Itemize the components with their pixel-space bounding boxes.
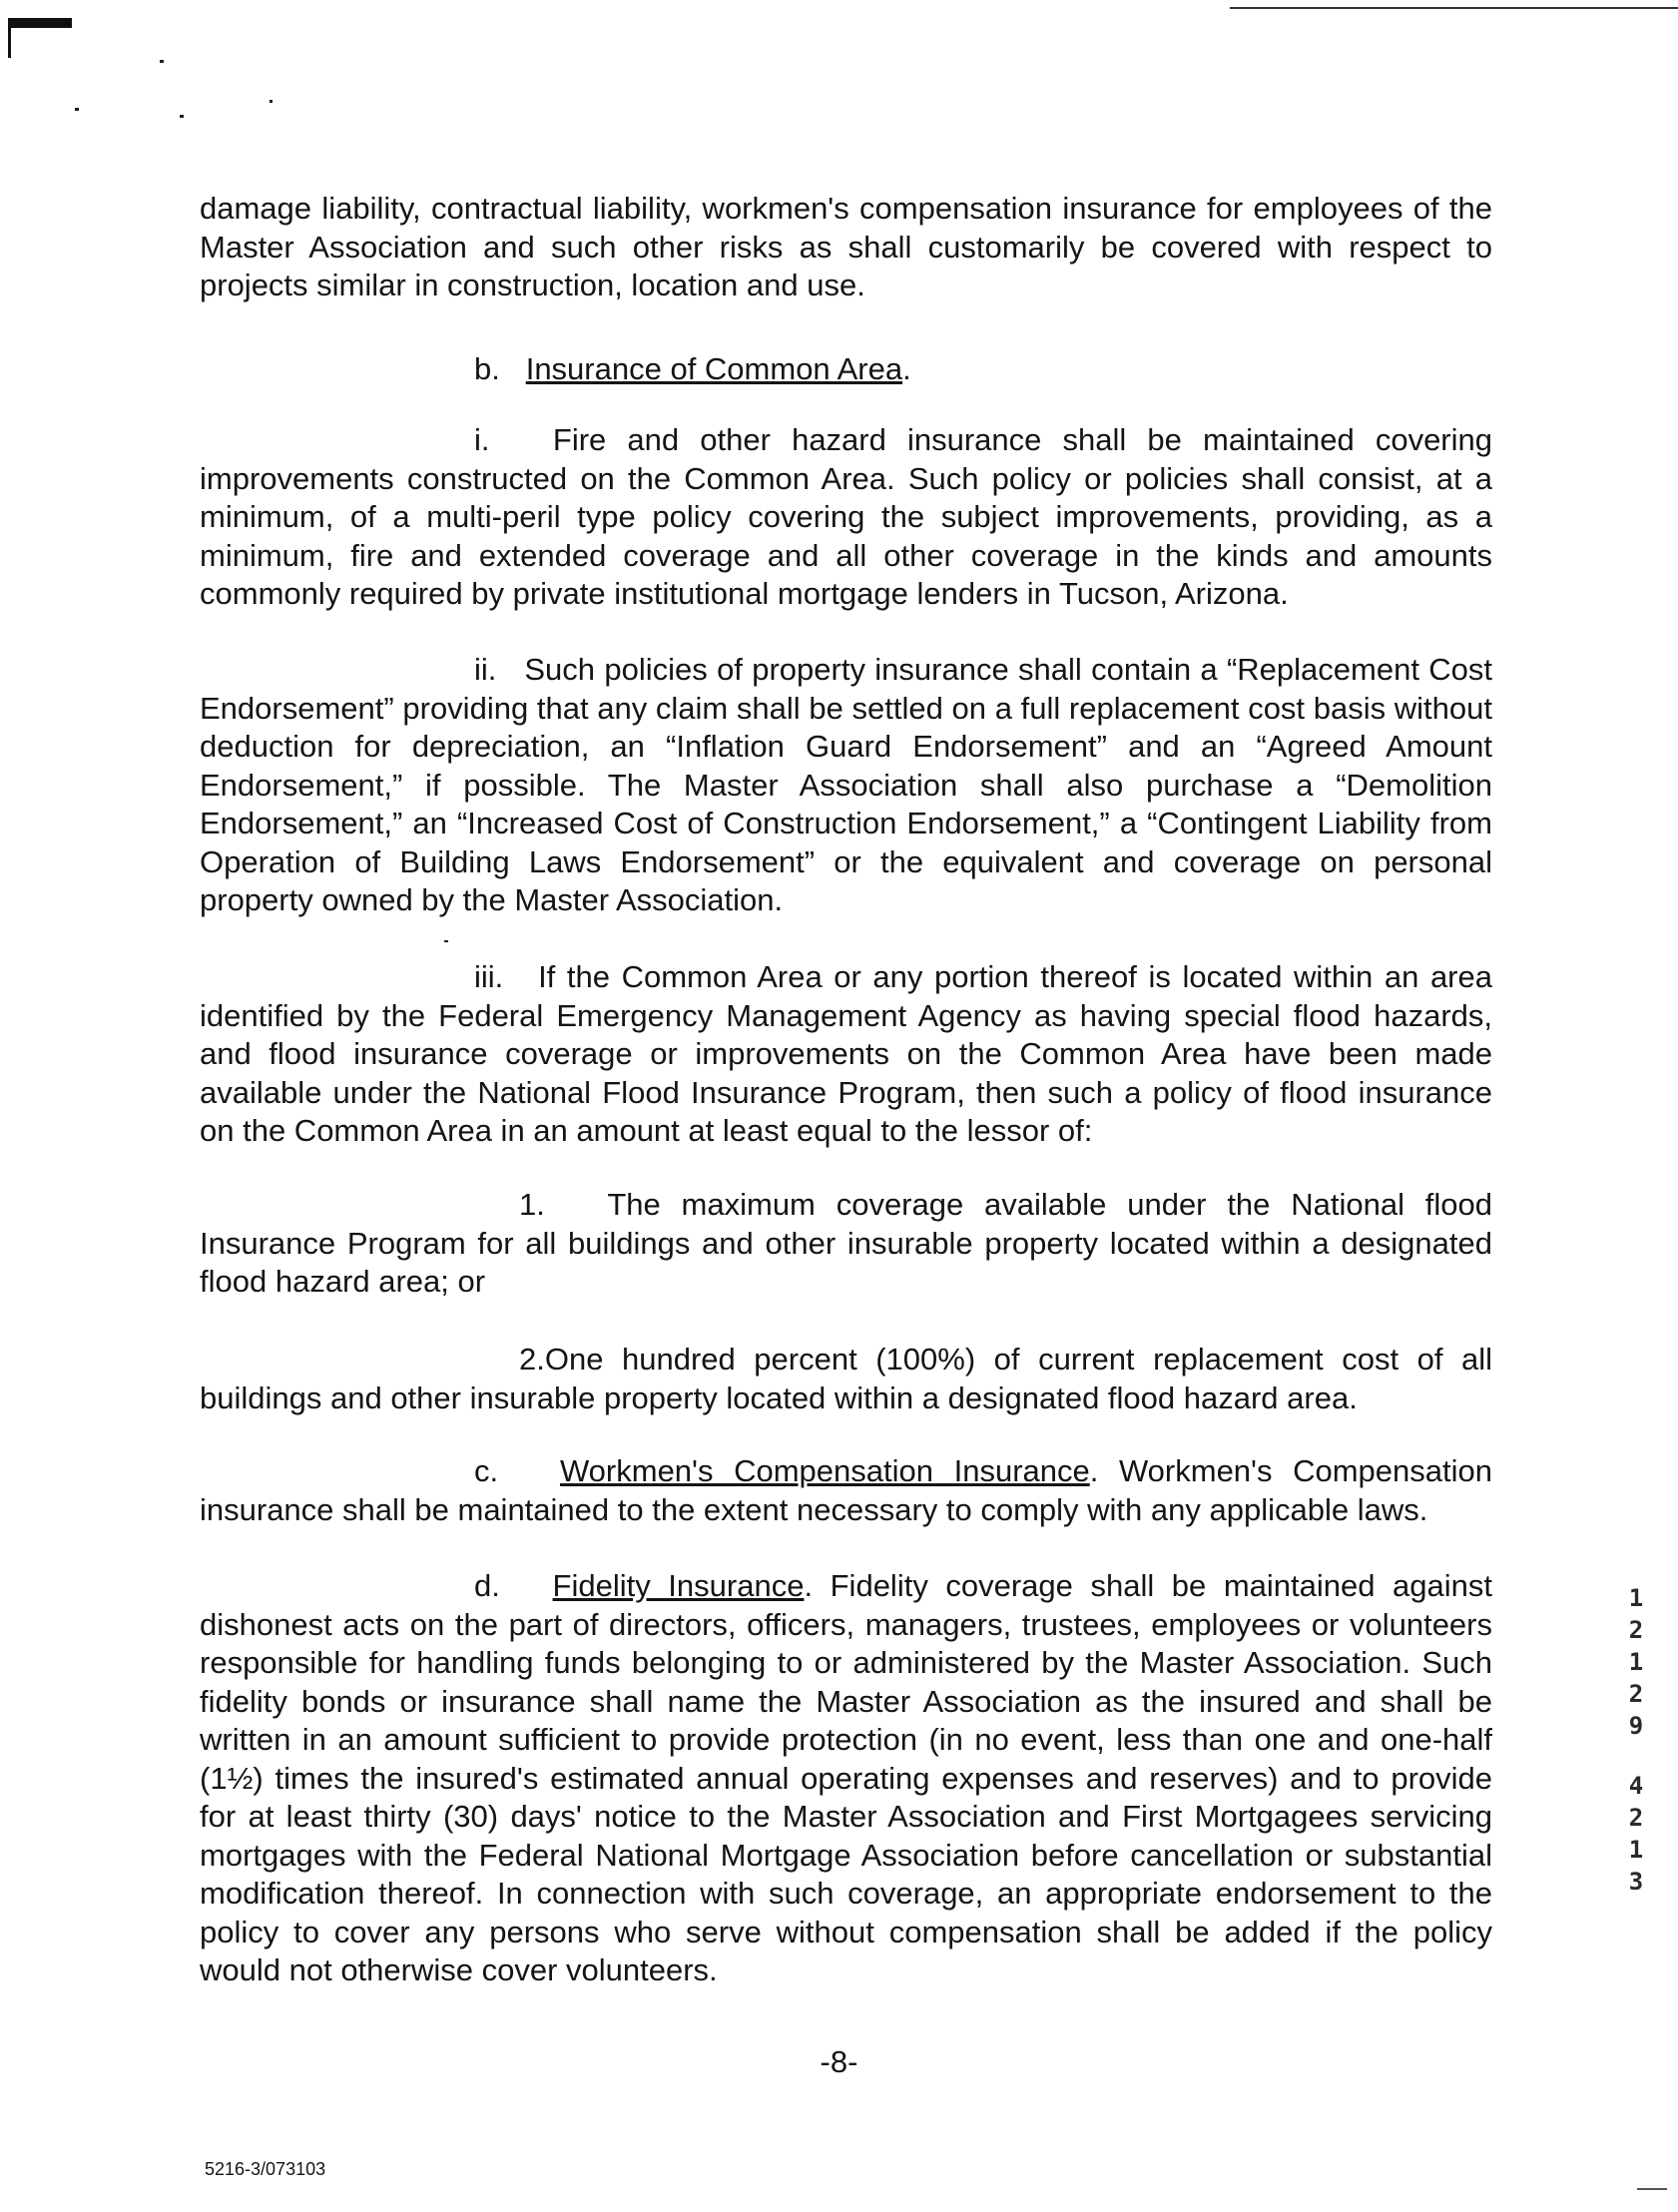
scan-speck	[160, 60, 164, 63]
paragraph-d	[200, 1567, 1492, 1990]
paragraph-iii	[200, 958, 1492, 1151]
scan-artifact-corner	[8, 18, 72, 28]
stamp-digit: 3	[1628, 1868, 1644, 1896]
paragraph-iii-label: iii.	[474, 959, 504, 994]
paragraph-c-title: Workmen's Compensation Insurance	[559, 1453, 1090, 1488]
paragraph-i-text: Fire and other hazard insurance shall be maintained covering improvements constructed on the Common Area. Such policy or policies shall consist, at a minimum, of a multi-peril type policy covering the subject improvements, providing, as a minimum, fire and extended coverage and all other coverage in the kinds and amounts commonly required by private institutional mortgage lenders in Tucson, Arizona.	[200, 422, 1493, 611]
stamp-digit: 9	[1628, 1712, 1644, 1740]
paragraph-iii-text: If the Common Area or any portion thereof is located within an area identified by the Federal Emergency Management Agency as having special flood hazards, and flood insurance coverage or improvements on the Common Area have been made available under the National Flood Insurance Program, then such a policy of flood insurance on the Common Area in an amount at least equal to the lessor of:	[200, 959, 1492, 1148]
paragraph-c-text: . Workmen's Compensation insurance shall be maintained to the extent necessary to comply with any applicable laws.	[200, 1453, 1492, 1527]
paragraph-2: 2.One hundred percent (100%) of current replacement cost of all buildings and other insurable property located within a designated flood hazard area.	[200, 1342, 1492, 1415]
page-number: -8-	[820, 2044, 858, 2079]
scan-speck	[270, 100, 273, 103]
paragraph-ii-text: Such policies of property insurance shall contain a “Replacement Cost Endorsement” providing that any claim shall be settled on a full replacement cost basis without deduction for depreciation, an “Inflation Guard Endorsement” and an “Agreed Amount Endorsement,” if possible. The Master Association shall also purchase a “Demolition Endorsement,” an “Increased Cost of Construction Endorsement,” a “Contingent Liability from Operation of Building Laws Endorsement” or the equivalent and coverage on personal property owned by the Master Association.	[200, 652, 1492, 917]
stamp-digit: 1	[1628, 1584, 1644, 1612]
margin-recording-stamp	[1625, 1582, 1647, 1898]
paragraph-ii-label: ii.	[474, 652, 497, 687]
stamp-digit: 4	[1628, 1772, 1644, 1800]
paragraph-intro: damage liability, contractual liability, workmen's compensation insurance for employees of the Master Association and such other risks as shall customarily be covered with respect to projects similar in construction, location and use.	[200, 191, 1492, 302]
scan-artifact-corner-stem	[8, 18, 11, 58]
stamp-digit: 2	[1628, 1616, 1644, 1644]
paragraph-1	[200, 1186, 1492, 1302]
section-b-title: Insurance of Common Area	[525, 351, 903, 386]
paragraph-d-title: Fidelity Insurance	[552, 1568, 805, 1603]
scan-speck	[75, 108, 79, 111]
section-b-label: b.	[474, 351, 500, 386]
scan-speck	[444, 940, 448, 942]
paragraph-d-text: . Fidelity coverage shall be maintained against dishonest acts on the part of directors, officers, managers, trustees, employees or volunteers responsible for handling funds belonging to or administered by the Master Association. Such fidelity bonds or insurance shall name the Master Association as the insured and shall be written in an amount sufficient to provide protection (in no event, less than one and one-half (1½) times the insured's estimated annual operating expenses and reserves) and to provide for at least thirty (30) days' notice to the Master Association and First Mortgagees servicing mortgages with the Federal National Mortgage Association before cancellation or substantial modification thereof. In connection with such coverage, an appropriate endorsement to the policy to cover any persons who serve without compensation shall be added if the policy would not otherwise cover volunteers.	[200, 1568, 1492, 1987]
paragraph-c	[200, 1452, 1492, 1529]
paragraph-d-label: d.	[474, 1568, 500, 1603]
paragraph-c-label: c.	[474, 1453, 499, 1488]
stamp-digit: 1	[1628, 1836, 1644, 1864]
section-b-heading	[474, 351, 911, 387]
section-b-period: .	[902, 351, 911, 386]
scan-artifact-line	[1230, 7, 1678, 9]
paragraph-i	[200, 421, 1492, 614]
stamp-gap	[1625, 1742, 1647, 1770]
scan-artifact-dash	[1637, 2188, 1667, 2190]
paragraph-1-text: The maximum coverage available under the National flood Insurance Program for all buildings and other insurable property located within a designated flood hazard area; or	[200, 1187, 1493, 1299]
stamp-digit: 2	[1628, 1804, 1644, 1832]
stamp-digit: 1	[1628, 1648, 1644, 1676]
document-reference: 5216-3/073103	[205, 2159, 326, 2179]
paragraph-ii	[200, 651, 1492, 920]
paragraph-i-label: i.	[474, 422, 490, 457]
stamp-digit: 2	[1628, 1680, 1644, 1708]
scan-speck	[180, 115, 184, 118]
paragraph-1-label: 1.	[519, 1187, 545, 1222]
